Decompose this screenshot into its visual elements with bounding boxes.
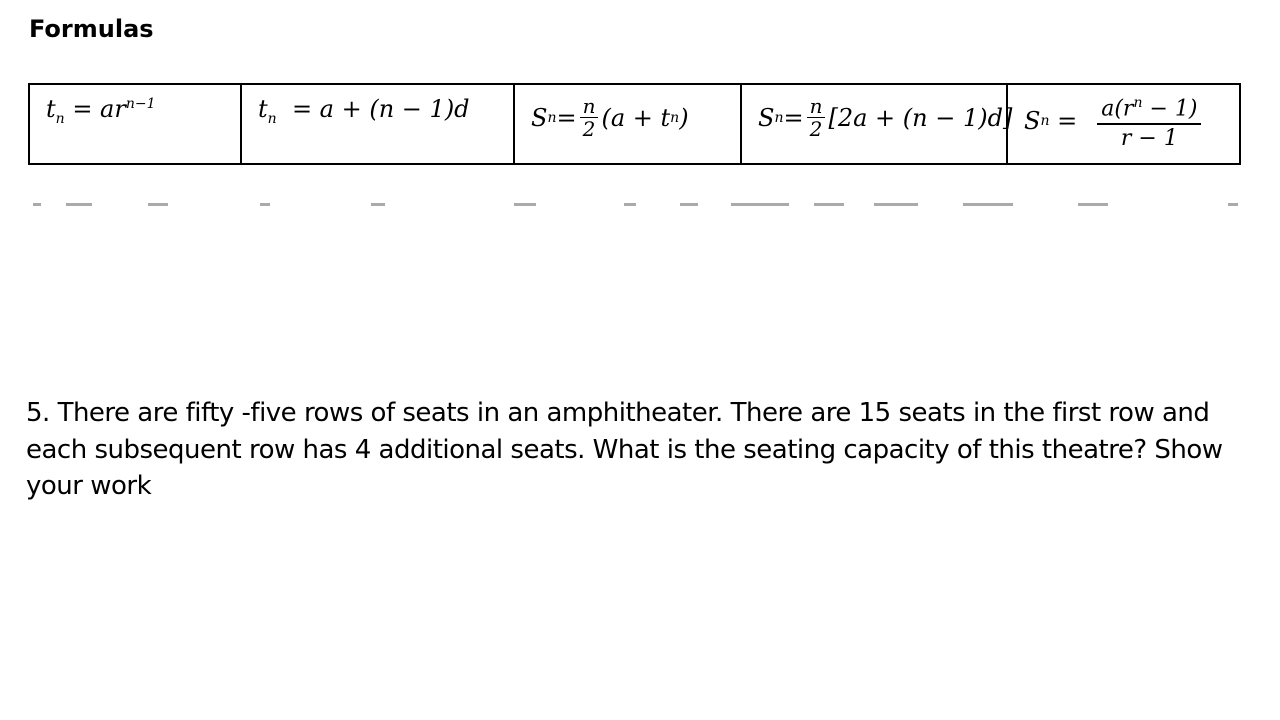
formula-geometric-sum: S n = $\frac{a(r^n - 1)}{r - 1}$ xyxy=(1024,85,1201,153)
formula-cell-geometric-sum xyxy=(1007,84,1240,164)
formulas-row xyxy=(29,84,1240,164)
section-heading: Formulas xyxy=(29,15,154,43)
formula-cell-arithmetic-sum-last-term xyxy=(514,84,741,164)
formula-arithmetic-term: $t_n = a + (n - 1)d$ xyxy=(258,95,470,127)
problem-text: 5. There are fifty -five rows of seats in an amphitheater. There are 15 seats in the first row and each subsequent row has 4 additional seats. What is the seating capacity of this theatre? Show your work xyxy=(26,398,1223,501)
formula-geometric-term: $t_n = ar^{n-1}$ xyxy=(46,95,156,127)
formulas-table xyxy=(28,83,1241,165)
formula-cell-geometric-term xyxy=(29,84,241,164)
formula-arithmetic-sum-last-term: S n = $\frac{n}{2}$ (a + t n ) xyxy=(531,94,689,141)
formula-arithmetic-sum-difference: S n = $\frac{n}{2}$ [2a + (n − 1)d] xyxy=(758,94,1013,141)
formula-cell-arithmetic-term xyxy=(241,84,514,164)
formula-cell-arithmetic-sum-difference xyxy=(741,84,1013,164)
cut-off-text-line xyxy=(28,199,1248,209)
